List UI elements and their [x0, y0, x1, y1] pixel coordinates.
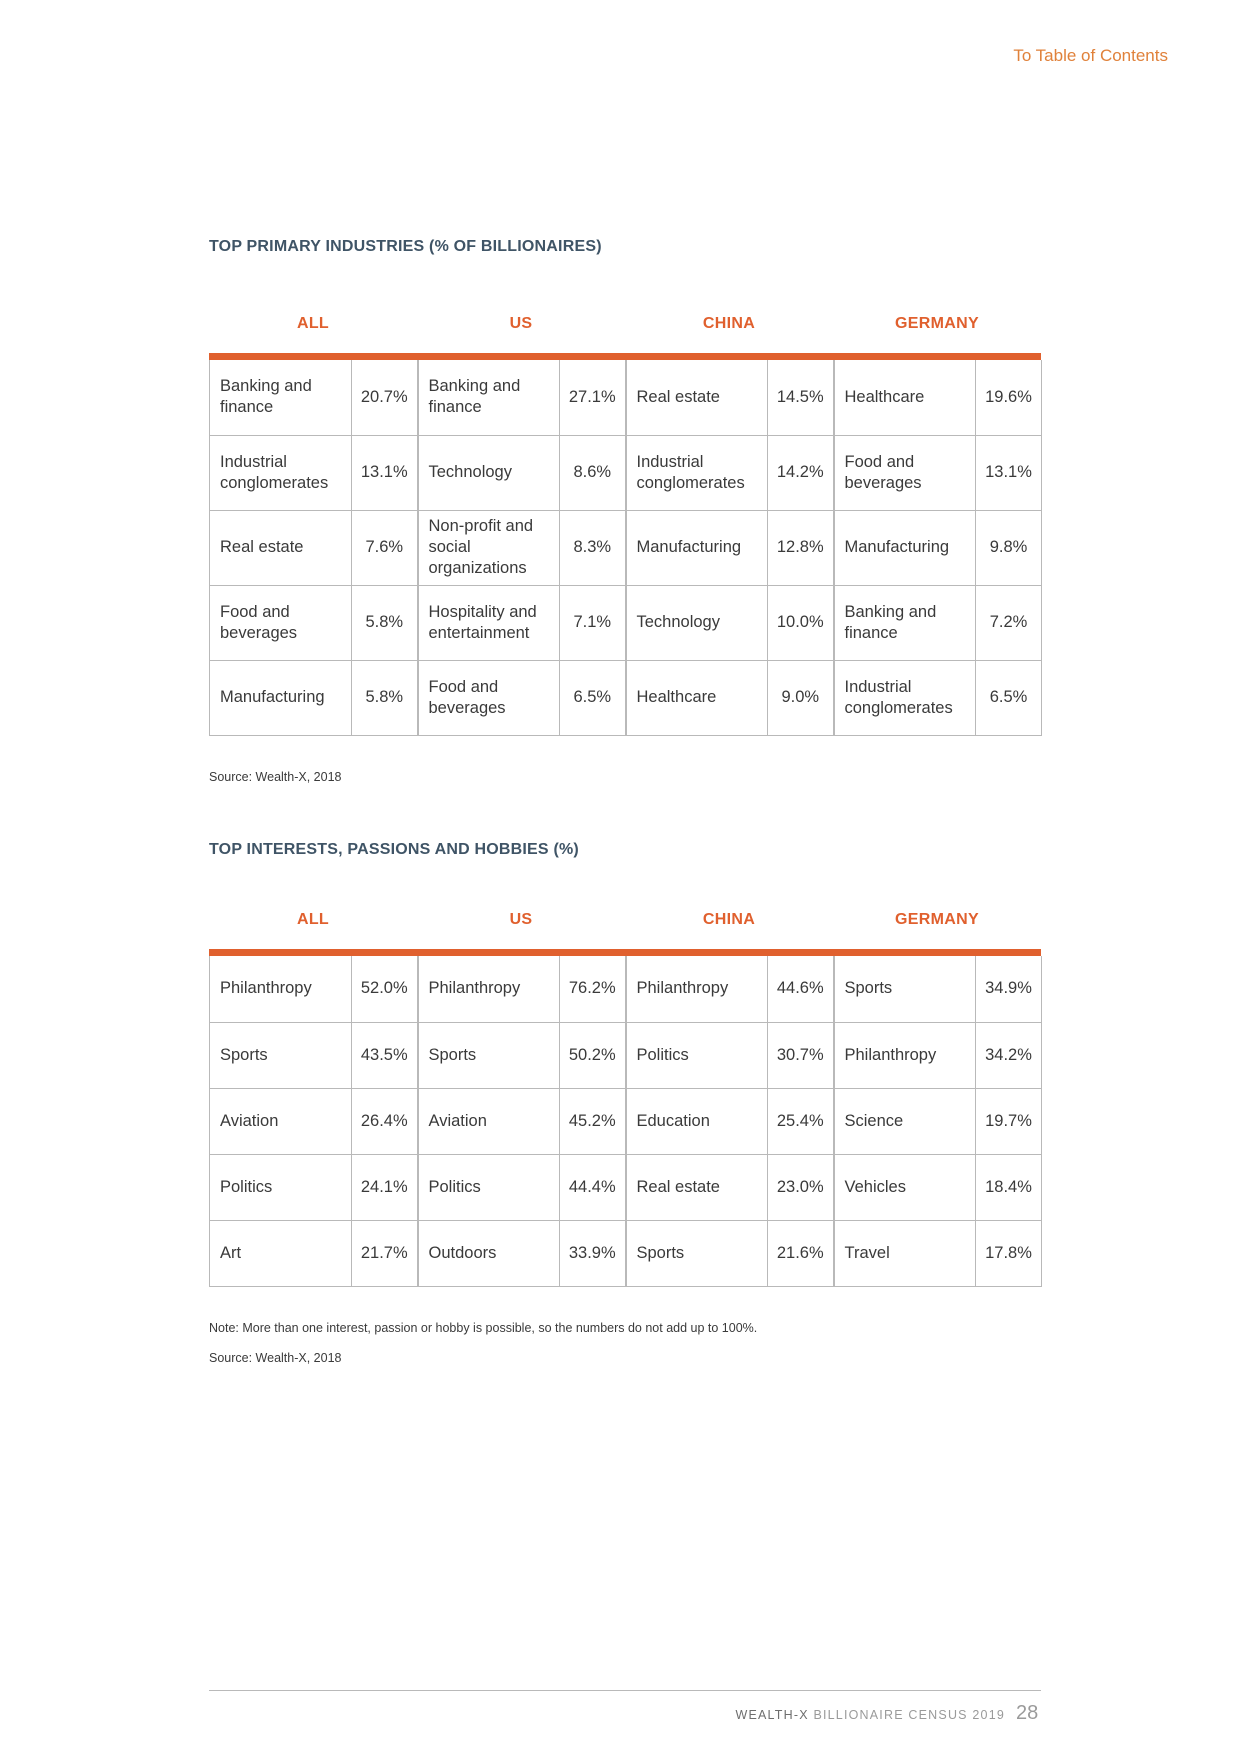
cell-percentage: 76.2%: [560, 956, 626, 1022]
industries-grid: [209, 360, 1042, 736]
cell-category: Food and beverages: [834, 435, 976, 510]
header-rule: [209, 353, 1041, 360]
cell-category: Vehicles: [834, 1154, 976, 1220]
cell-percentage: 44.6%: [768, 956, 834, 1022]
cell-percentage: 17.8%: [976, 1220, 1042, 1286]
cell-category: Sports: [626, 1220, 768, 1286]
table-row: [210, 1220, 1042, 1286]
page-number: 28: [1016, 1702, 1039, 1724]
footer-title: BILLIONAIRE CENSUS 2019: [813, 1708, 1005, 1722]
table-row: [210, 660, 1042, 735]
cell-category: Hospitality and entertainment: [418, 585, 560, 660]
cell-percentage: 23.0%: [768, 1154, 834, 1220]
table-row: [210, 1154, 1042, 1220]
cell-category: Technology: [418, 435, 560, 510]
cell-percentage: 21.7%: [352, 1220, 418, 1286]
industries-section-title: TOP PRIMARY INDUSTRIES (% OF BILLIONAIRES): [209, 238, 602, 255]
cell-category: Sports: [210, 1022, 352, 1088]
cell-percentage: 7.1%: [560, 585, 626, 660]
cell-percentage: 7.6%: [352, 510, 418, 585]
industries-source: Source: Wealth-X, 2018: [209, 770, 342, 784]
cell-category: Non-profit and social organizations: [418, 510, 560, 585]
interests-source: Source: Wealth-X, 2018: [209, 1351, 342, 1365]
cell-category: Philanthropy: [626, 956, 768, 1022]
column-header-all: ALL: [296, 911, 329, 928]
cell-percentage: 25.4%: [768, 1088, 834, 1154]
cell-percentage: 19.6%: [976, 360, 1042, 435]
table-row: [210, 435, 1042, 510]
cell-category: Manufacturing: [626, 510, 768, 585]
cell-category: Philanthropy: [418, 956, 560, 1022]
cell-category: Sports: [834, 956, 976, 1022]
industries-table: [209, 315, 1041, 736]
cell-percentage: 34.9%: [976, 956, 1042, 1022]
table-row: [210, 1022, 1042, 1088]
cell-percentage: 8.6%: [560, 435, 626, 510]
column-header-china: CHINA: [702, 911, 756, 928]
cell-percentage: 30.7%: [768, 1022, 834, 1088]
cell-category: Science: [834, 1088, 976, 1154]
cell-category: Technology: [626, 585, 768, 660]
table-of-contents-link[interactable]: To Table of Contents: [1013, 46, 1168, 65]
cell-category: Real estate: [626, 1154, 768, 1220]
column-header-china: CHINA: [702, 315, 756, 332]
interests-note: Note: More than one interest, passion or hobby is possible, so the numbers do not add up to 100%.: [209, 1321, 758, 1335]
cell-category: Food and beverages: [210, 585, 352, 660]
cell-percentage: 6.5%: [560, 660, 626, 735]
cell-percentage: 12.8%: [768, 510, 834, 585]
cell-percentage: 5.8%: [352, 660, 418, 735]
industries-column-headers: [209, 315, 1041, 353]
cell-category: Real estate: [210, 510, 352, 585]
cell-category: Manufacturing: [834, 510, 976, 585]
cell-percentage: 9.0%: [768, 660, 834, 735]
cell-category: Manufacturing: [210, 660, 352, 735]
cell-category: Banking and finance: [418, 360, 560, 435]
cell-category: Healthcare: [626, 660, 768, 735]
column-header-us: US: [509, 315, 533, 332]
cell-percentage: 9.8%: [976, 510, 1042, 585]
footer-publication: [735, 1708, 1005, 1722]
cell-percentage: 7.2%: [976, 585, 1042, 660]
interests-table: [209, 911, 1041, 1287]
cell-percentage: 14.2%: [768, 435, 834, 510]
cell-category: Travel: [834, 1220, 976, 1286]
cell-percentage: 45.2%: [560, 1088, 626, 1154]
cell-percentage: 34.2%: [976, 1022, 1042, 1088]
table-row: [210, 956, 1042, 1022]
cell-category: Aviation: [210, 1088, 352, 1154]
table-row: [210, 360, 1042, 435]
cell-category: Banking and finance: [834, 585, 976, 660]
cell-category: Philanthropy: [210, 956, 352, 1022]
cell-category: Politics: [626, 1022, 768, 1088]
cell-category: Healthcare: [834, 360, 976, 435]
cell-category: Industrial conglomerates: [834, 660, 976, 735]
cell-category: Philanthropy: [834, 1022, 976, 1088]
cell-category: Education: [626, 1088, 768, 1154]
cell-category: Real estate: [626, 360, 768, 435]
cell-category: Banking and finance: [210, 360, 352, 435]
cell-percentage: 33.9%: [560, 1220, 626, 1286]
cell-category: Politics: [418, 1154, 560, 1220]
cell-category: Aviation: [418, 1088, 560, 1154]
cell-category: Food and beverages: [418, 660, 560, 735]
cell-percentage: 20.7%: [352, 360, 418, 435]
cell-percentage: 27.1%: [560, 360, 626, 435]
column-header-germany: GERMANY: [895, 911, 979, 928]
cell-percentage: 6.5%: [976, 660, 1042, 735]
cell-percentage: 8.3%: [560, 510, 626, 585]
cell-category: Industrial conglomerates: [210, 435, 352, 510]
table-row: [210, 585, 1042, 660]
cell-percentage: 18.4%: [976, 1154, 1042, 1220]
cell-percentage: 44.4%: [560, 1154, 626, 1220]
cell-percentage: 43.5%: [352, 1022, 418, 1088]
cell-category: Outdoors: [418, 1220, 560, 1286]
cell-category: Industrial conglomerates: [626, 435, 768, 510]
cell-percentage: 10.0%: [768, 585, 834, 660]
cell-percentage: 19.7%: [976, 1088, 1042, 1154]
footer-brand: WEALTH-X: [735, 1708, 809, 1722]
cell-percentage: 5.8%: [352, 585, 418, 660]
cell-percentage: 14.5%: [768, 360, 834, 435]
cell-category: Sports: [418, 1022, 560, 1088]
table-row: [210, 510, 1042, 585]
cell-percentage: 13.1%: [352, 435, 418, 510]
cell-percentage: 21.6%: [768, 1220, 834, 1286]
cell-percentage: 13.1%: [976, 435, 1042, 510]
table-row: [210, 1088, 1042, 1154]
interests-section-title: TOP INTERESTS, PASSIONS AND HOBBIES (%): [209, 841, 579, 858]
header-rule: [209, 949, 1041, 956]
cell-percentage: 52.0%: [352, 956, 418, 1022]
column-header-us: US: [509, 911, 533, 928]
interests-column-headers: [209, 911, 1041, 949]
cell-percentage: 26.4%: [352, 1088, 418, 1154]
column-header-all: ALL: [296, 315, 329, 332]
footer-divider: [209, 1690, 1041, 1691]
interests-grid: [209, 956, 1042, 1287]
column-header-germany: GERMANY: [895, 315, 979, 332]
cell-category: Politics: [210, 1154, 352, 1220]
cell-percentage: 24.1%: [352, 1154, 418, 1220]
cell-category: Art: [210, 1220, 352, 1286]
cell-percentage: 50.2%: [560, 1022, 626, 1088]
